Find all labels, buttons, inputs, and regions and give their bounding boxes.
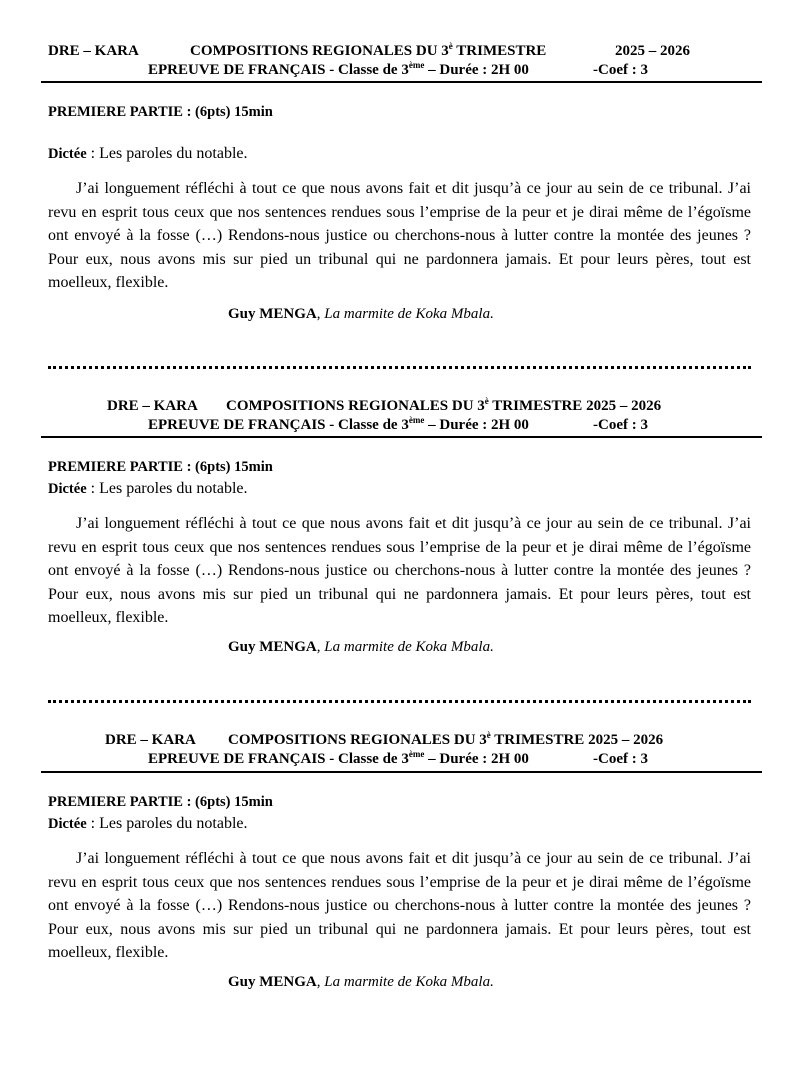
exam-title-post: TRIMESTRE <box>452 43 547 59</box>
dictee-title: Les paroles du notable. <box>99 480 248 497</box>
author-sep: , <box>316 639 325 655</box>
dictee-title: Les paroles du notable. <box>99 145 248 162</box>
exam-title-text: COMPOSITIONS REGIONALES DU 3 <box>190 43 449 59</box>
school-year: 2025 – 2026 <box>615 43 690 59</box>
subject-text: EPREUVE DE FRANÇAIS - Classe de 3 <box>148 62 409 78</box>
exam-title-text: COMPOSITIONS REGIONALES DU 3 <box>228 732 487 748</box>
dictee-label: Dictée <box>48 816 87 832</box>
author: Guy MENGA <box>228 974 317 990</box>
class-sup: ème <box>408 415 425 425</box>
exam-title-post: TRIMESTRE <box>488 398 583 414</box>
exam-title <box>228 731 663 750</box>
dictation-text: J’ai longuement réfléchi à tout ce que nous avons fait et dit jusqu’à ce jour au sein de ce tribunal. J’ai revu en esprit tous ceux que nos sentences rendues sous l’emprise de la peur et je dirai même de l’égoïsme ont envoyé à la fosse (…) Rendons-nous justice ou cherchons-nous à lutter contre la montée des jeunes ? Pour eux, nous avons mis sur pied un tribunal qui ne pardonnera jamais. Et pour leurs pères, tout est moelleux, flexible. <box>48 515 751 627</box>
exam-title-sup: è <box>448 41 453 51</box>
exam-title <box>190 42 546 61</box>
class-sup: ème <box>408 749 425 759</box>
coefficient: -Coef : 3 <box>593 751 648 767</box>
class-sup: ème <box>408 60 425 70</box>
book-title: La marmite de Koka Mbala. <box>324 639 494 655</box>
dictee-sep: : <box>86 145 100 162</box>
exam-title <box>226 397 661 416</box>
dictee-line <box>48 480 248 498</box>
header-rule <box>41 81 762 83</box>
exam-title-sup: è <box>486 730 491 740</box>
subject-line <box>148 416 529 435</box>
attribution <box>228 306 494 323</box>
dictation-text: J’ai longuement réfléchi à tout ce que nous avons fait et dit jusqu’à ce jour au sein de ce tribunal. J’ai revu en esprit tous ceux que nos sentences rendues sous l’emprise de la peur et je dirai même de l’égoïsme ont envoyé à la fosse (…) Rendons-nous justice ou cherchons-nous à lutter contre la montée des jeunes ? Pour eux, nous avons mis sur pied un tribunal qui ne pardonnera jamais. Et pour leurs pères, tout est moelleux, flexible. <box>48 180 751 292</box>
author-sep: , <box>316 974 325 990</box>
dictee-label: Dictée <box>48 146 87 162</box>
subject-line <box>148 750 529 769</box>
dictee-label: Dictée <box>48 481 87 497</box>
part-title: PREMIERE PARTIE : (6pts) 15min <box>48 104 273 120</box>
author-sep: , <box>316 306 325 322</box>
dictee-line <box>48 145 248 163</box>
header-rule <box>41 771 762 773</box>
dictee-line <box>48 815 248 833</box>
subject-text: EPREUVE DE FRANÇAIS - Classe de 3 <box>148 417 409 433</box>
region: DRE – KARA <box>105 732 196 748</box>
author: Guy MENGA <box>228 306 317 322</box>
attribution <box>228 974 494 991</box>
school-year: 2025 – 2026 <box>586 398 662 414</box>
exam-title-sup: è <box>484 396 489 406</box>
region: DRE – KARA <box>107 398 198 414</box>
coefficient: -Coef : 3 <box>593 62 648 78</box>
book-title: La marmite de Koka Mbala. <box>324 306 494 322</box>
region: DRE – KARA <box>48 43 139 59</box>
attribution <box>228 639 494 656</box>
cut-line <box>48 700 751 703</box>
school-year: 2025 – 2026 <box>588 732 664 748</box>
dictee-sep: : <box>86 480 100 497</box>
dictation-text: J’ai longuement réfléchi à tout ce que nous avons fait et dit jusqu’à ce jour au sein de ce tribunal. J’ai revu en esprit tous ceux que nos sentences rendues sous l’emprise de la peur et je dirai même de l’égoïsme ont envoyé à la fosse (…) Rendons-nous justice ou cherchons-nous à lutter contre la montée des jeunes ? Pour eux, nous avons mis sur pied un tribunal qui ne pardonnera jamais. Et pour leurs pères, tout est moelleux, flexible. <box>48 850 751 962</box>
cut-line <box>48 366 751 369</box>
subject-line <box>148 61 529 80</box>
header-rule <box>41 436 762 438</box>
coefficient: -Coef : 3 <box>593 417 648 433</box>
subject-text: EPREUVE DE FRANÇAIS - Classe de 3 <box>148 751 409 767</box>
duration: – Durée : 2H 00 <box>424 751 529 767</box>
book-title: La marmite de Koka Mbala. <box>324 974 494 990</box>
author: Guy MENGA <box>228 639 317 655</box>
part-title: PREMIERE PARTIE : (6pts) 15min <box>48 459 273 475</box>
dictee-sep: : <box>86 815 100 832</box>
dictee-title: Les paroles du notable. <box>99 815 248 832</box>
duration: – Durée : 2H 00 <box>424 417 529 433</box>
part-title: PREMIERE PARTIE : (6pts) 15min <box>48 794 273 810</box>
duration: – Durée : 2H 00 <box>424 62 529 78</box>
exam-title-post: TRIMESTRE <box>490 732 585 748</box>
exam-title-text: COMPOSITIONS REGIONALES DU 3 <box>226 398 485 414</box>
